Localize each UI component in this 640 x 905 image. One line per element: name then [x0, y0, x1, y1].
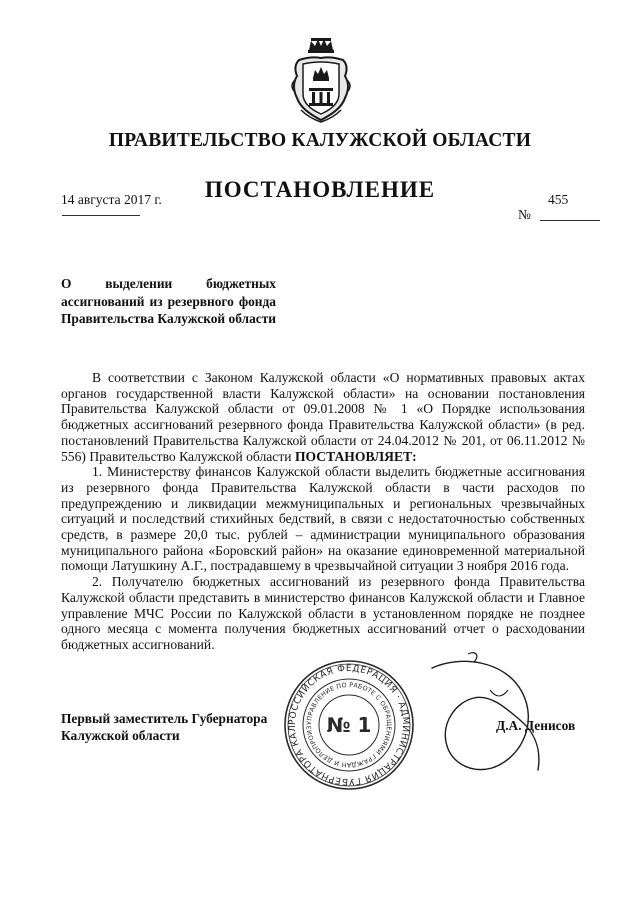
document-subject: О выделении бюджетных ассигнований из резервного фонда Правительства Калужской области: [61, 276, 277, 326]
document-date: 14 августа 2017 г.: [61, 192, 162, 207]
signatory-name: Д.А. Денисов: [496, 718, 576, 733]
government-title: ПРАВИТЕЛЬСТВО КАЛУЖСКОЙ ОБЛАСТИ: [108, 130, 532, 151]
paragraph-item-1: 1. Министерству финансов Калужской области выделить бюджетные ассигнования из резервного фонда Правительства Калужской области в части расходов по предупреждению и ликвидации межмуниципальных и региональных чрезвычайных ситуаций и последствий стихийных бедствий, в связи с недостаточностью собственных средств, в размере 20,0 тыс. рублей – администрации муниципального образования муниципального района «Боровский район» на оказание единовременной материальной помощи Латушкину А.Г., пострадавшему в чрезвычайной ситуации 3 ноября 2016 года.: [61, 464, 585, 574]
handwritten-signature-icon: [410, 650, 560, 790]
seal-outer-text: РОССИЙСКАЯ ФЕДЕРАЦИЯ · АДМИНИСТРАЦИЯ ГУБЕРНАТОРА КАЛ: [287, 663, 411, 787]
number-underline: [540, 220, 600, 221]
document-number: 455: [548, 192, 569, 207]
official-seal-icon: [282, 658, 416, 792]
seal-inner-text: УПРАВЛЕНИЕ ПО РАБОТЕ С ОБРАЩЕНИЯМИ ГРАЖДАН И ДЕЛОПРОИЗ: [305, 681, 393, 769]
preamble-text: В соответствии с Законом Калужской области «О нормативных правовых актах органов государственной власти Калужской области» на основании постановления Правительства Калужской области от 09.01.2008 № 1 «О Порядке использования бюджетных ассигнований резервного фонда Правительства Калужской области» (в ред. постановлений Правительства Калужской области от 24.04.2012 № 201, от 06.11.2012 № 556) Правительство Калужской области: [61, 370, 585, 464]
resolves-keyword: ПОСТАНОВЛЯЕТ:: [294, 448, 417, 464]
paragraph-item-2: 2. Получателю бюджетных ассигнований из резервного фонда Правительства Калужской области представить в министерство финансов Калужской области и Главное управление МЧС России по Калужской области в установленном порядке не позднее одного месяца с момента получения бюджетных ассигнований отчет о расходовании бюджетных ассигнований.: [61, 574, 585, 652]
coat-of-arms-icon: [285, 36, 357, 126]
date-underline: [62, 215, 140, 216]
paragraph-preamble: [61, 370, 585, 464]
document-type: ПОСТАНОВЛЕНИЕ: [204, 177, 436, 202]
number-sign: №: [518, 207, 531, 222]
seal-number: № 1: [326, 713, 372, 737]
signatory-position: Первый заместитель Губернатора Калужской области: [61, 711, 268, 743]
document-body: [61, 370, 585, 653]
